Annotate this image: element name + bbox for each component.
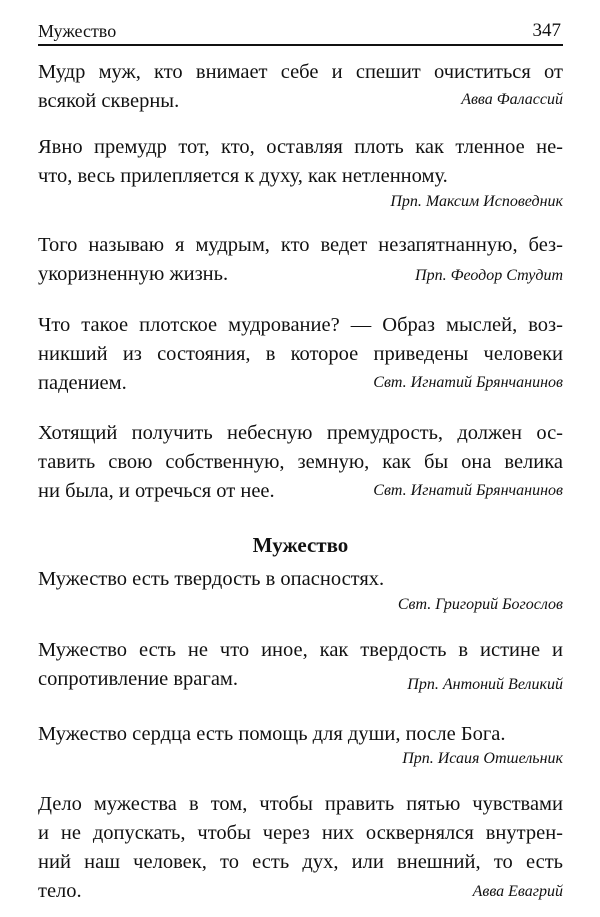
quote-author: Авва Фалассий bbox=[461, 91, 563, 108]
quote-entry bbox=[38, 419, 563, 506]
quote-line: Хотящий получить небесную премудрость, должен ос- bbox=[38, 422, 563, 444]
quote-author: Прп. Феодор Студит bbox=[415, 267, 563, 284]
quote-author: Прп. Исаия Отшельник bbox=[402, 750, 563, 767]
quote-entry bbox=[38, 231, 563, 289]
quote-line: и не допускать, чтобы через них осквернялся внутрен- bbox=[38, 822, 563, 844]
running-header bbox=[38, 18, 563, 46]
quote-author: Прп. Антоний Великий bbox=[407, 676, 563, 693]
quote-author: Свт. Григорий Богослов bbox=[397, 596, 563, 613]
quote-line: Того называю я мудрым, кто ведет незапятнанную, без- bbox=[38, 234, 563, 256]
quote-line: тело. bbox=[38, 880, 82, 902]
quote-entry bbox=[38, 636, 563, 694]
quote-entry bbox=[38, 133, 563, 210]
quote-line: что, весь прилепляется к духу, как нетленному. bbox=[38, 165, 448, 187]
section-heading: Мужество bbox=[252, 533, 349, 557]
quote-entry bbox=[38, 311, 563, 398]
quote-line: ни была, и отречься от нее. bbox=[38, 480, 275, 502]
quote-author: Прп. Максим Исповедник bbox=[390, 193, 563, 210]
quote-author: Свт. Игнатий Брянчанинов bbox=[373, 482, 563, 499]
quote-line: никший из состояния, в которое приведены человеки bbox=[38, 343, 563, 365]
quote-entry bbox=[38, 565, 563, 613]
quote-line: Мужество сердца есть помощь для души, после Бога. bbox=[38, 723, 506, 745]
quote-line: Мужество есть не что иное, как твердость в истине и bbox=[38, 639, 563, 661]
quote-line: тавить свою собственную, земную, как бы она велика bbox=[38, 451, 563, 473]
quote-entry bbox=[38, 58, 563, 116]
quote-entry bbox=[38, 790, 563, 906]
quote-author: Свт. Игнатий Брянчанинов bbox=[373, 374, 563, 391]
quote-line: ний наш человек, то есть дух, или внешний, то есть bbox=[38, 851, 563, 873]
quote-author: Авва Евагрий bbox=[472, 883, 563, 900]
quote-line: всякой скверны. bbox=[38, 90, 180, 112]
quote-line: Мужество есть твердость в опасностях. bbox=[38, 568, 385, 590]
page-number: 347 bbox=[532, 20, 561, 41]
quote-line: укоризненную жизнь. bbox=[38, 263, 229, 285]
running-title: Мужество bbox=[38, 21, 117, 41]
quote-entry bbox=[38, 720, 563, 767]
quote-line: Явно премудр тот, кто, оставляя плоть как тленное не- bbox=[38, 136, 563, 158]
quote-line: Что такое плотское мудрование? — Образ мыслей, воз- bbox=[38, 314, 563, 336]
quote-line: Мудр муж, кто внимает себе и спешит очиститься от bbox=[38, 61, 563, 83]
quote-line: падением. bbox=[38, 372, 127, 394]
quote-line: сопротивление врагам. bbox=[38, 668, 239, 690]
quote-line: Дело мужества в том, чтобы править пятью чувствами bbox=[38, 793, 563, 815]
